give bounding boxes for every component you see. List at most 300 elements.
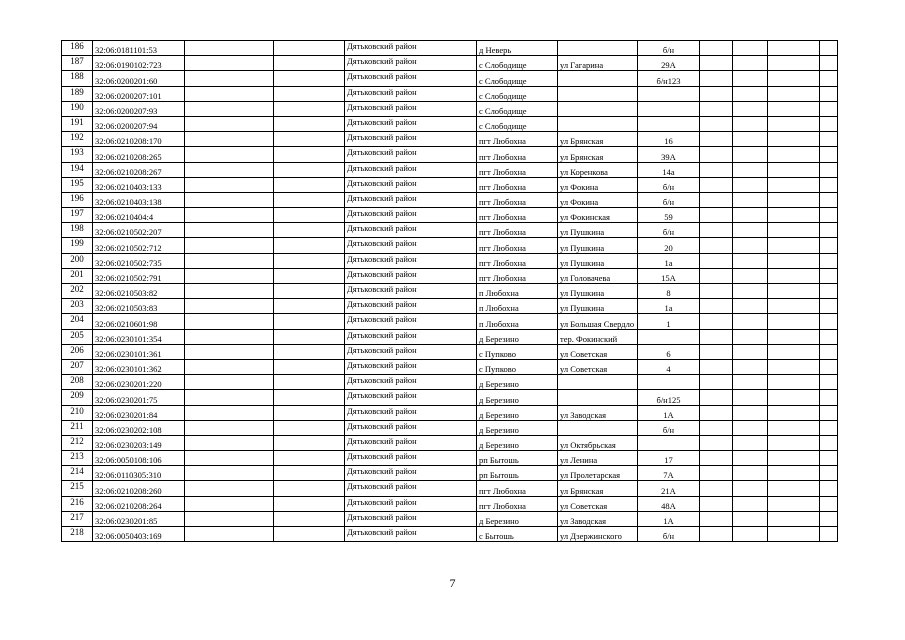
empty-cell [768, 314, 820, 329]
street-cell: ул Брянская [558, 481, 638, 496]
empty-cell [820, 344, 838, 359]
street-cell: ул Пушкина [558, 284, 638, 299]
settlement-cell: пгт Любохна [477, 208, 558, 223]
cadastral-number-cell: 32:06:0210208:265 [93, 147, 185, 162]
empty-cell [768, 253, 820, 268]
row-number-cell: 214 [62, 466, 93, 481]
cadastral-number-cell: 32:06:0230101:362 [93, 359, 185, 374]
empty-cell [733, 71, 768, 86]
district-cell: Дятьковский район [345, 208, 477, 223]
cadastral-number-cell: 32:06:0210503:83 [93, 299, 185, 314]
empty-cell [274, 56, 345, 71]
row-number-cell: 194 [62, 162, 93, 177]
empty-cell [274, 116, 345, 131]
empty-cell [185, 420, 274, 435]
settlement-cell: п Любохна [477, 314, 558, 329]
empty-cell [185, 299, 274, 314]
street-cell: ул Заводская [558, 511, 638, 526]
settlement-cell: рп Бытошь [477, 466, 558, 481]
empty-cell [733, 41, 768, 56]
empty-cell [700, 375, 733, 390]
empty-cell [733, 481, 768, 496]
district-cell: Дятьковский район [345, 147, 477, 162]
empty-cell [185, 116, 274, 131]
empty-cell [733, 223, 768, 238]
cadastral-number-cell: 32:06:0200201:60 [93, 71, 185, 86]
district-cell: Дятьковский район [345, 238, 477, 253]
settlement-cell: д Березино [477, 435, 558, 450]
street-cell: ул Пушкина [558, 253, 638, 268]
empty-cell [185, 253, 274, 268]
empty-cell [274, 314, 345, 329]
empty-cell [733, 147, 768, 162]
table-row [62, 299, 838, 314]
cadastral-number-cell: 32:06:0110305:310 [93, 466, 185, 481]
house-number-cell [638, 101, 700, 116]
empty-cell [700, 344, 733, 359]
row-number-cell: 216 [62, 496, 93, 511]
district-cell: Дятьковский район [345, 192, 477, 207]
district-cell: Дятьковский район [345, 116, 477, 131]
street-cell: ул Фокина [558, 192, 638, 207]
street-cell: ул Советская [558, 496, 638, 511]
empty-cell [733, 208, 768, 223]
empty-cell [820, 284, 838, 299]
cadastral-number-cell: 32:06:0210503:82 [93, 284, 185, 299]
house-number-cell: б/н [638, 192, 700, 207]
row-number-cell: 210 [62, 405, 93, 420]
empty-cell [768, 344, 820, 359]
table-row [62, 238, 838, 253]
row-number-cell: 197 [62, 208, 93, 223]
empty-cell [700, 56, 733, 71]
empty-cell [700, 359, 733, 374]
empty-cell [820, 451, 838, 466]
empty-cell [768, 451, 820, 466]
empty-cell [820, 481, 838, 496]
street-cell: ул Фокина [558, 177, 638, 192]
empty-cell [274, 177, 345, 192]
street-cell: тер. Фокинский [558, 329, 638, 344]
empty-cell [274, 162, 345, 177]
table-row [62, 420, 838, 435]
empty-cell [768, 86, 820, 101]
settlement-cell: д Березино [477, 405, 558, 420]
district-cell: Дятьковский район [345, 132, 477, 147]
settlement-cell: с Слободище [477, 86, 558, 101]
district-cell: Дятьковский район [345, 435, 477, 450]
empty-cell [185, 511, 274, 526]
empty-cell [733, 435, 768, 450]
house-number-cell: 1А [638, 511, 700, 526]
empty-cell [274, 435, 345, 450]
empty-cell [820, 192, 838, 207]
row-number-cell: 193 [62, 147, 93, 162]
settlement-cell: с Слободище [477, 56, 558, 71]
cadastral-number-cell: 32:06:0230101:354 [93, 329, 185, 344]
table-row [62, 41, 838, 56]
empty-cell [274, 147, 345, 162]
street-cell: ул Брянская [558, 147, 638, 162]
cadastral-number-cell: 32:06:0210208:260 [93, 481, 185, 496]
empty-cell [733, 56, 768, 71]
empty-cell [820, 238, 838, 253]
house-number-cell: 16 [638, 132, 700, 147]
cadastral-number-cell: 32:06:0210403:138 [93, 192, 185, 207]
house-number-cell [638, 329, 700, 344]
settlement-cell: рп Бытошь [477, 451, 558, 466]
settlement-cell: с Слободище [477, 71, 558, 86]
empty-cell [820, 41, 838, 56]
house-number-cell: 7А [638, 466, 700, 481]
empty-cell [733, 314, 768, 329]
cadastral-number-cell: 32:06:0200207:101 [93, 86, 185, 101]
empty-cell [768, 481, 820, 496]
empty-cell [820, 375, 838, 390]
empty-cell [820, 223, 838, 238]
empty-cell [274, 192, 345, 207]
street-cell: ул Коренкова [558, 162, 638, 177]
row-number-cell: 192 [62, 132, 93, 147]
row-number-cell: 212 [62, 435, 93, 450]
district-cell: Дятьковский район [345, 511, 477, 526]
empty-cell [733, 299, 768, 314]
table-row [62, 435, 838, 450]
empty-cell [274, 405, 345, 420]
row-number-cell: 207 [62, 359, 93, 374]
cadastral-number-cell: 32:06:0210502:735 [93, 253, 185, 268]
empty-cell [274, 451, 345, 466]
empty-cell [733, 192, 768, 207]
empty-cell [733, 329, 768, 344]
table-row [62, 147, 838, 162]
street-cell [558, 101, 638, 116]
cadastral-number-cell: 32:06:0200207:94 [93, 116, 185, 131]
empty-cell [768, 329, 820, 344]
district-cell: Дятьковский район [345, 451, 477, 466]
house-number-cell: 21А [638, 481, 700, 496]
district-cell: Дятьковский район [345, 41, 477, 56]
empty-cell [274, 132, 345, 147]
table-row [62, 375, 838, 390]
settlement-cell: д Березино [477, 420, 558, 435]
row-number-cell: 196 [62, 192, 93, 207]
empty-cell [700, 192, 733, 207]
street-cell: ул Октябрьская [558, 435, 638, 450]
empty-cell [274, 299, 345, 314]
empty-cell [820, 132, 838, 147]
empty-cell [768, 56, 820, 71]
empty-cell [185, 451, 274, 466]
empty-cell [768, 101, 820, 116]
empty-cell [733, 116, 768, 131]
table-row [62, 314, 838, 329]
row-number-cell: 201 [62, 268, 93, 283]
table-row [62, 162, 838, 177]
empty-cell [185, 223, 274, 238]
empty-cell [700, 496, 733, 511]
empty-cell [274, 101, 345, 116]
cadastral-number-cell: 32:06:0050403:169 [93, 527, 185, 542]
empty-cell [700, 451, 733, 466]
district-cell: Дятьковский район [345, 527, 477, 542]
empty-cell [820, 177, 838, 192]
registry-table [61, 40, 838, 542]
empty-cell [733, 86, 768, 101]
empty-cell [820, 329, 838, 344]
empty-cell [700, 420, 733, 435]
settlement-cell: п Любохна [477, 299, 558, 314]
cadastral-number-cell: 32:06:0230201:220 [93, 375, 185, 390]
empty-cell [768, 116, 820, 131]
empty-cell [733, 344, 768, 359]
empty-cell [185, 41, 274, 56]
empty-cell [700, 390, 733, 405]
row-number-cell: 202 [62, 284, 93, 299]
settlement-cell: пгт Любохна [477, 132, 558, 147]
street-cell: ул Пушкина [558, 299, 638, 314]
empty-cell [700, 238, 733, 253]
district-cell: Дятьковский район [345, 466, 477, 481]
empty-cell [820, 71, 838, 86]
district-cell: Дятьковский район [345, 177, 477, 192]
district-cell: Дятьковский район [345, 56, 477, 71]
house-number-cell: 1а [638, 253, 700, 268]
empty-cell [185, 192, 274, 207]
empty-cell [733, 101, 768, 116]
cadastral-number-cell: 32:06:0210208:170 [93, 132, 185, 147]
district-cell: Дятьковский район [345, 284, 477, 299]
table-row [62, 177, 838, 192]
empty-cell [185, 71, 274, 86]
empty-cell [768, 284, 820, 299]
empty-cell [185, 359, 274, 374]
empty-cell [185, 344, 274, 359]
district-cell: Дятьковский район [345, 420, 477, 435]
empty-cell [274, 527, 345, 542]
empty-cell [768, 223, 820, 238]
empty-cell [185, 390, 274, 405]
district-cell: Дятьковский район [345, 344, 477, 359]
empty-cell [185, 329, 274, 344]
cadastral-number-cell: 32:06:0230201:85 [93, 511, 185, 526]
empty-cell [733, 527, 768, 542]
district-cell: Дятьковский район [345, 71, 477, 86]
empty-cell [768, 132, 820, 147]
empty-cell [733, 268, 768, 283]
cadastral-number-cell: 32:06:0190102:723 [93, 56, 185, 71]
empty-cell [768, 496, 820, 511]
settlement-cell: пгт Любохна [477, 177, 558, 192]
empty-cell [700, 116, 733, 131]
row-number-cell: 215 [62, 481, 93, 496]
empty-cell [274, 511, 345, 526]
empty-cell [185, 527, 274, 542]
table-row [62, 284, 838, 299]
house-number-cell: б/н [638, 223, 700, 238]
row-number-cell: 204 [62, 314, 93, 329]
empty-cell [700, 223, 733, 238]
empty-cell [733, 375, 768, 390]
empty-cell [820, 527, 838, 542]
empty-cell [700, 435, 733, 450]
empty-cell [700, 101, 733, 116]
house-number-cell: 17 [638, 451, 700, 466]
house-number-cell [638, 116, 700, 131]
empty-cell [185, 375, 274, 390]
row-number-cell: 198 [62, 223, 93, 238]
empty-cell [733, 284, 768, 299]
table-row [62, 132, 838, 147]
empty-cell [700, 253, 733, 268]
empty-cell [700, 481, 733, 496]
empty-cell [820, 253, 838, 268]
house-number-cell: б/н125 [638, 390, 700, 405]
empty-cell [768, 375, 820, 390]
row-number-cell: 203 [62, 299, 93, 314]
settlement-cell: пгт Любохна [477, 192, 558, 207]
row-number-cell: 187 [62, 56, 93, 71]
house-number-cell: 48А [638, 496, 700, 511]
street-cell [558, 420, 638, 435]
house-number-cell: б/н [638, 527, 700, 542]
cadastral-number-cell: 32:06:0210502:791 [93, 268, 185, 283]
cadastral-number-cell: 32:06:0230202:108 [93, 420, 185, 435]
settlement-cell: д Березино [477, 375, 558, 390]
empty-cell [820, 359, 838, 374]
empty-cell [274, 481, 345, 496]
empty-cell [274, 496, 345, 511]
house-number-cell: 39А [638, 147, 700, 162]
row-number-cell: 211 [62, 420, 93, 435]
settlement-cell: д Березино [477, 329, 558, 344]
empty-cell [185, 405, 274, 420]
table-body [62, 41, 838, 542]
empty-cell [820, 208, 838, 223]
cadastral-number-cell: 32:06:0050108:106 [93, 451, 185, 466]
cadastral-number-cell: 32:06:0230201:75 [93, 390, 185, 405]
street-cell [558, 116, 638, 131]
house-number-cell: 1а [638, 299, 700, 314]
district-cell: Дятьковский район [345, 390, 477, 405]
row-number-cell: 209 [62, 390, 93, 405]
table-row [62, 116, 838, 131]
empty-cell [700, 268, 733, 283]
street-cell: ул Головачева [558, 268, 638, 283]
empty-cell [820, 162, 838, 177]
street-cell: ул Ленина [558, 451, 638, 466]
district-cell: Дятьковский район [345, 299, 477, 314]
empty-cell [185, 435, 274, 450]
empty-cell [700, 71, 733, 86]
settlement-cell: пгт Любохна [477, 496, 558, 511]
house-number-cell: 8 [638, 284, 700, 299]
empty-cell [733, 511, 768, 526]
cadastral-number-cell: 32:06:0210502:712 [93, 238, 185, 253]
table-row [62, 344, 838, 359]
empty-cell [274, 390, 345, 405]
empty-cell [700, 466, 733, 481]
district-cell: Дятьковский район [345, 375, 477, 390]
empty-cell [768, 359, 820, 374]
cadastral-number-cell: 32:06:0210404:4 [93, 208, 185, 223]
empty-cell [274, 268, 345, 283]
street-cell: ул Фокинская [558, 208, 638, 223]
empty-cell [733, 466, 768, 481]
street-cell [558, 71, 638, 86]
district-cell: Дятьковский район [345, 359, 477, 374]
empty-cell [820, 101, 838, 116]
empty-cell [820, 420, 838, 435]
empty-cell [733, 359, 768, 374]
empty-cell [768, 466, 820, 481]
empty-cell [700, 132, 733, 147]
district-cell: Дятьковский район [345, 268, 477, 283]
empty-cell [768, 41, 820, 56]
empty-cell [185, 481, 274, 496]
empty-cell [185, 177, 274, 192]
street-cell [558, 375, 638, 390]
cadastral-number-cell: 32:06:0210403:133 [93, 177, 185, 192]
house-number-cell: б/н123 [638, 71, 700, 86]
house-number-cell: 1А [638, 405, 700, 420]
house-number-cell: 4 [638, 359, 700, 374]
empty-cell [768, 405, 820, 420]
settlement-cell: с Пупково [477, 344, 558, 359]
district-cell: Дятьковский район [345, 86, 477, 101]
settlement-cell: д Неверь [477, 41, 558, 56]
cadastral-number-cell: 32:06:0210208:264 [93, 496, 185, 511]
district-cell: Дятьковский район [345, 314, 477, 329]
settlement-cell: с Бытошь [477, 527, 558, 542]
street-cell [558, 390, 638, 405]
cadastral-number-cell: 32:06:0210502:207 [93, 223, 185, 238]
empty-cell [733, 496, 768, 511]
empty-cell [733, 451, 768, 466]
house-number-cell: 14а [638, 162, 700, 177]
district-cell: Дятьковский район [345, 223, 477, 238]
table-row [62, 268, 838, 283]
empty-cell [185, 238, 274, 253]
empty-cell [274, 344, 345, 359]
house-number-cell: б/н [638, 177, 700, 192]
cadastral-number-cell: 32:06:0181101:53 [93, 41, 185, 56]
empty-cell [700, 177, 733, 192]
empty-cell [820, 147, 838, 162]
empty-cell [768, 420, 820, 435]
settlement-cell: д Березино [477, 390, 558, 405]
empty-cell [768, 192, 820, 207]
district-cell: Дятьковский район [345, 162, 477, 177]
empty-cell [274, 86, 345, 101]
empty-cell [274, 284, 345, 299]
empty-cell [274, 238, 345, 253]
house-number-cell [638, 375, 700, 390]
empty-cell [768, 177, 820, 192]
district-cell: Дятьковский район [345, 481, 477, 496]
row-number-cell: 191 [62, 116, 93, 131]
row-number-cell: 199 [62, 238, 93, 253]
empty-cell [274, 71, 345, 86]
table-row [62, 253, 838, 268]
house-number-cell: б/н [638, 420, 700, 435]
empty-cell [185, 162, 274, 177]
house-number-cell: 15А [638, 268, 700, 283]
empty-cell [700, 162, 733, 177]
empty-cell [733, 177, 768, 192]
empty-cell [700, 147, 733, 162]
street-cell: ул Пролетарская [558, 466, 638, 481]
